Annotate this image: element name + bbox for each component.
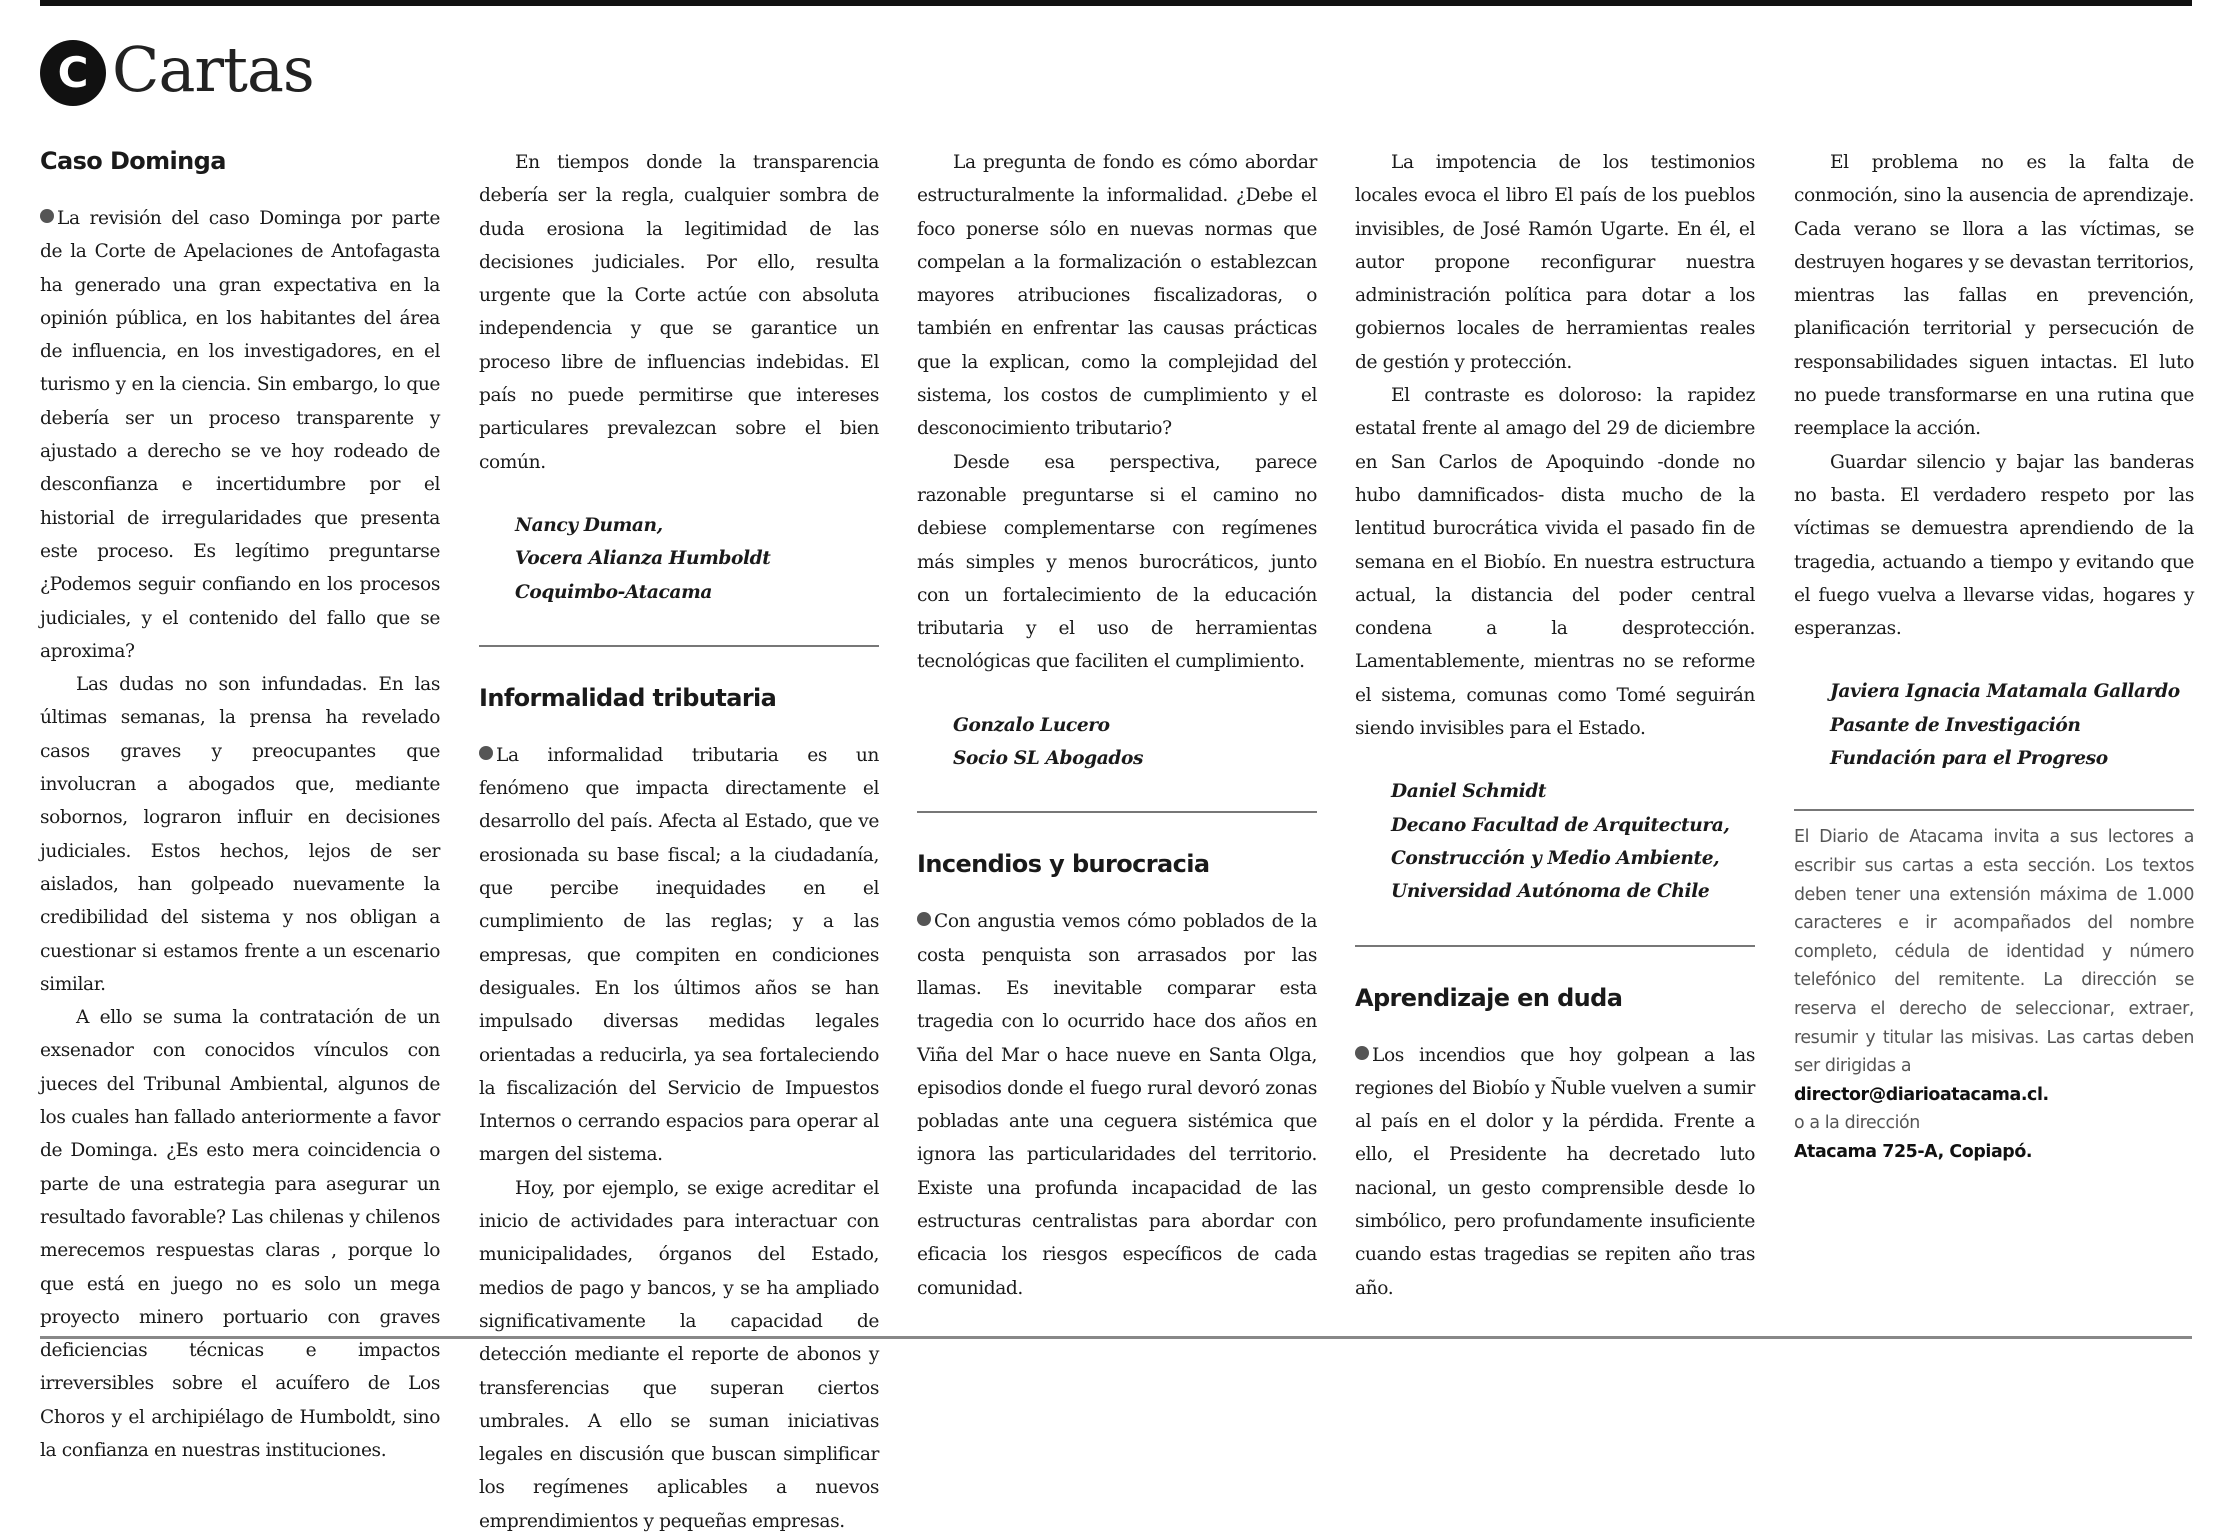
letter-title-informalidad: Informalidad tributaria <box>479 683 777 712</box>
bullet-icon <box>40 209 54 223</box>
letter-paragraph: Las dudas no son infundadas. En las últimas semanas, la prensa ha revelado casos graves y preocupantes que involucran a abogados que, mediante sobornos, lograron influir en decisiones judiciales. Estos hechos, lejos de ser aislados, han golpeado nuevamente la credibilidad del sistema y nos obligan a cuestionar si estamos frente a un escenario similar. <box>40 674 440 995</box>
bullet-icon <box>1355 1046 1369 1060</box>
column-5 <box>1794 146 2194 1326</box>
top-rule <box>40 0 2192 6</box>
bullet-icon <box>479 746 493 760</box>
signature-role: Pasante de Investigación <box>1830 714 2081 736</box>
section-title: Cartas <box>112 33 314 106</box>
signature-role: Vocera Alianza Humboldt <box>515 548 771 570</box>
letter-paragraph: El contraste es doloroso: la rapidez estatal frente al amago del 29 de diciembre en San Carlos de Apoquindo -donde no hubo damnificados- dista mucho de la lentitud burocrática vivida el pasado fin de semana en el Biobío. En nuestra estructura actual, la distancia del poder central condena a la desprotección. Lamentablemente, mientras no se reforme el sistema, comunas como Tomé seguirán siendo invisibles para el Estado. <box>1355 385 1755 740</box>
signature-name: Nancy Duman, <box>515 514 663 536</box>
divider <box>917 811 1317 813</box>
signature-role: Socio SL Abogados <box>953 748 1144 770</box>
note-text: El Diario de Atacama invita a sus lectores a escribir sus cartas a esta sección. Los textos deben tener una extensión máxima de 1.000 caracteres e ir acompañados del nombre completo, cédula de identidad y número telefónico del remitente. La dirección se reserva el derecho de seleccionar, extraer, resumir y titular las misivas. Las cartas deben ser dirigidas a <box>1794 827 2194 1077</box>
letter-paragraph: El problema no es la falta de conmoción, sino la ausencia de aprendizaje. Cada verano se llora a las víctimas, se destruyen hogares y se devastan territorios, mientras las fallas en prevención, planificación territorial y persecución de responsabilidades siguen intactas. El luto no puede transformarse en una rutina que reemplace la acción. <box>1794 152 2194 440</box>
signature-name: Daniel Schmidt <box>1391 781 1547 803</box>
letter-paragraph: La impotencia de los testimonios locales evoca el libro El país de los pueblos invisibles, de José Ramón Ugarte. En él, el autor propone reconfigurar nuestra administración política para dotar a los gobiernos locales de herramientas reales de gestión y protección. <box>1355 152 1755 373</box>
signature-place: Coquimbo-Atacama <box>515 581 713 603</box>
letter-paragraph: Desde esa perspectiva, parece razonable preguntarse si el camino no debiese complementarse con regímenes más simples y menos burocráticos, junto con un fortalecimiento de la educación tributaria y el uso de herramientas tecnológicas que faciliten el cumplimiento. <box>917 451 1317 673</box>
letter-title-dominga: Caso Dominga <box>40 147 226 175</box>
signature-role: Decano Facultad de Arquitectura, <box>1391 814 1730 836</box>
letter-paragraph: Con angustia vemos cómo poblados de la costa penquista son arrasados por las llamas. Es inevitable comparar esta tragedia con lo ocurrido hace dos años en Viña del Mar o hace nueve en Santa Olga, episodios donde el fuego rural devoró zonas pobladas ante una ceguera sistémica que ignora las particularidades del territorio. Existe una profunda incapacidad de las estructuras centralistas para abordar con eficacia los riesgos específicos de cada comunidad. <box>917 911 1317 1299</box>
letter-paragraph: A ello se suma la contratación de un exsenador con conocidos vínculos con jueces del Tribunal Ambiental, algunos de los cuales han fallado anteriormente a favor de Dominga. ¿Es esto mera coincidencia o parte de una estrategia para asegurar un resultado favorable? Las chilenas y chilenos merecemos respuestas claras , porque lo que está en juego no es solo un mega proyecto minero portuario con graves deficiencias técnicas e impactos irreversibles sobre el acuífero de Los Choros y el archipiélago de Humboldt, sino la confianza en nuestras instituciones. <box>40 1007 440 1461</box>
column-2 <box>479 146 879 1532</box>
letter-title-incendios: Incendios y burocracia <box>917 850 1210 879</box>
note-address-intro: o a la dirección <box>1794 1113 1920 1134</box>
column-1 <box>40 146 440 1461</box>
column-3 <box>917 146 1317 1326</box>
letter-paragraph: En tiempos donde la transparencia debería ser la regla, cualquier sombra de duda erosiona la legitimidad de las decisiones judiciales. Por ello, resulta urgente que la Corte actúe con absoluta independencia y que se garantice un proceso libre de influencias indebidas. El país no puede permitirse que intereses particulares prevalezcan sobre el bien común. <box>479 152 879 473</box>
letter-title-aprendizaje: Aprendizaje en duda <box>1355 983 1623 1012</box>
letter-paragraph: La revisión del caso Dominga por parte de la Corte de Apelaciones de Antofagasta ha generado una gran expectativa en la opinión pública, en los habitantes del área de influencia, en los investigadores, en el turismo y en la ciencia. Sin embargo, lo que debería ser un proceso transparente y ajustado a derecho se ve hoy rodeado de desconfianza e incertidumbre por el historial de irregularidades que presenta este proceso. Es legítimo preguntarse ¿Podemos seguir confiando en los procesos judiciales, y el contenido del fallo que se aproxima? <box>40 208 440 662</box>
column-4 <box>1355 146 1755 1326</box>
letter-paragraph: Los incendios que hoy golpean a las regiones del Biobío y Ñuble vuelven a sumir al país en el dolor y la pérdida. Frente a ello, el Presidente ha decretado luto nacional, un gesto comprensible desde lo simbólico, pero profundamente insuficiente cuando estas tragedias se repiten año tras año. <box>1355 1044 1755 1299</box>
letter-paragraph: Guardar silencio y bajar las banderas no basta. El verdadero respeto por las víctimas se demuestra aprendiendo de la tragedia, actuando a tiempo y evitando que el fuego vuelva a llevarse vidas, hogares y esperanzas. <box>1794 451 2194 640</box>
signature-name: Gonzalo Lucero <box>953 714 1110 736</box>
postal-address: Atacama 725-A, Copiapó. <box>1794 1141 2033 1162</box>
contact-email-link[interactable]: director@diarioatacama.cl. <box>1794 1084 2049 1105</box>
letter-paragraph: La informalidad tributaria es un fenómeno que impacta directamente el desarrollo del país. Afecta al Estado, que ve erosionada su base fiscal; a la ciudadanía, que percibe inequidades en el cumplimiento de las reglas; y a las empresas, que compiten en condiciones desiguales. En los últimos años se han impulsado diversas medidas legales orientadas a reducirla, ya sea fortaleciendo la fiscalización del Servicio de Impuestos Internos o cerrando espacios para operar al margen del sistema. <box>479 744 879 1166</box>
bottom-rule <box>40 1336 2192 1339</box>
signature-affiliation: Universidad Autónoma de Chile <box>1391 881 1710 903</box>
signature-affiliation: Fundación para el Progreso <box>1830 748 2108 770</box>
letter-paragraph: Hoy, por ejemplo, se exige acreditar el inicio de actividades para interactuar con municipalidades, órganos del Estado, medios de pago y bancos, y se ha ampliado significativamente la capacidad de detección mediante el reporte de abonos y transferencias que superan ciertos umbrales. A ello se suman iniciativas legales en discusión que buscan simplificar los regímenes aplicables a nuevos emprendimientos y pequeñas empresas. <box>479 1177 879 1532</box>
submission-note <box>1794 809 2194 1166</box>
divider <box>479 645 879 647</box>
signature-role: Construcción y Medio Ambiente, <box>1391 847 1720 869</box>
bullet-icon <box>917 912 931 926</box>
divider <box>1355 945 1755 947</box>
section-logo-icon: C <box>40 40 106 106</box>
letter-paragraph: La pregunta de fondo es cómo abordar estructuralmente la informalidad. ¿Debe el foco ponerse sólo en nuevas normas que compelan a la formalización o establezcan mayores atribuciones fiscalizadoras, o también en enfrentar las causas prácticas que la explican, como la complejidad del sistema, los costos de cumplimiento y el desconocimiento tributario? <box>917 152 1317 440</box>
signature-name: Javiera Ignacia Matamala Gallardo <box>1830 681 2180 703</box>
